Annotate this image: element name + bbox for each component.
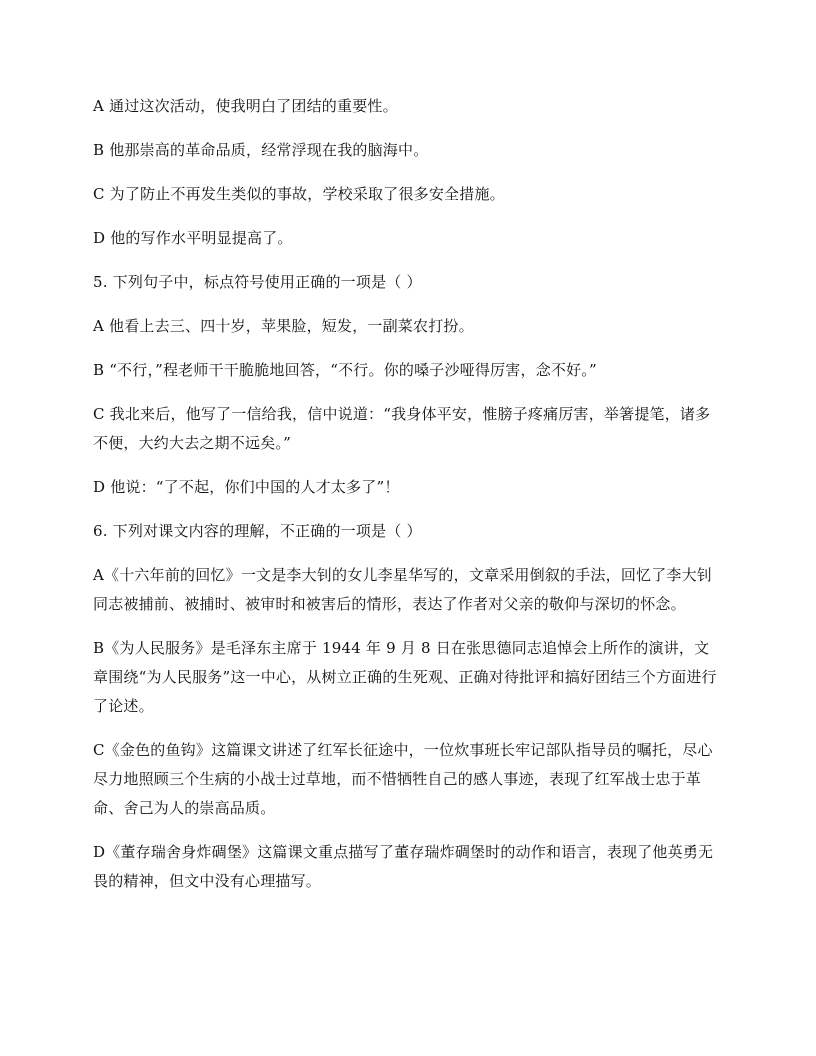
option-d-q6: D《董存瑞舍身炸碉堡》这篇课文重点描写了董存瑞炸碉堡时的动作和语言，表现了他英勇无畏的精神，但文中没有心理描写。 (93, 843, 714, 890)
option-a-q5: A 他看上去三、四十岁，苹果脸，短发，一副菜农打扮。 (93, 317, 474, 335)
option-c-q5: C 我北来后，他写了一信给我，信中说道：“我身体平安，惟膀子疼痛厉害，举箸提笔，诸多不便，大约大去之期不远矣。” (93, 405, 711, 452)
option-a-q4: A 通过这次活动，使我明白了团结的重要性。 (93, 97, 398, 115)
question-6: 6. 下列对课文内容的理解，不正确的一项是（ ） (93, 522, 422, 540)
option-c-q6: C《金色的鱼钩》这篇课文讲述了红军长征途中，一位炊事班长牢记部队指导员的嘱托，尽心尽力地照顾三个生病的小战士过草地，而不惜牺牲自己的感人事迹，表现了红军战士忠于革命、舍己为人的崇高品质。 (93, 741, 713, 817)
question-5: 5. 下列句子中，标点符号使用正确的一项是（ ） (93, 273, 422, 291)
option-b-q5: B “不行，”程老师干干脆脆地回答，“不行。你的嗓子沙哑得厉害，念不好。” (93, 361, 597, 379)
option-b-q6: B《为人民服务》是毛泽东主席于 1944 年 9 月 8 日在张思德同志追悼会上所作的演讲，文章围绕“为人民服务”这一中心，从树立正确的生死观、正确对待批评和搞好团结三个方面进行了论述。 (93, 639, 717, 715)
option-b-q4: B 他那崇高的革命品质，经常浮现在我的脑海中。 (93, 141, 429, 159)
option-c-q4: C 为了防止不再发生类似的事故，学校采取了很多安全措施。 (93, 185, 505, 203)
option-d-q5: D 他说：“了不起，你们中国的人才太多了”！ (93, 478, 400, 496)
document-body (93, 92, 723, 911)
option-a-q6: A《十六年前的回忆》一文是李大钊的女儿李星华写的，文章采用倒叙的手法，回忆了李大钊同志被捕前、被捕时、被审时和被害后的情形，表达了作者对父亲的敬仰与深切的怀念。 (93, 566, 713, 613)
option-d-q4: D 他的写作水平明显提高了。 (93, 229, 293, 247)
